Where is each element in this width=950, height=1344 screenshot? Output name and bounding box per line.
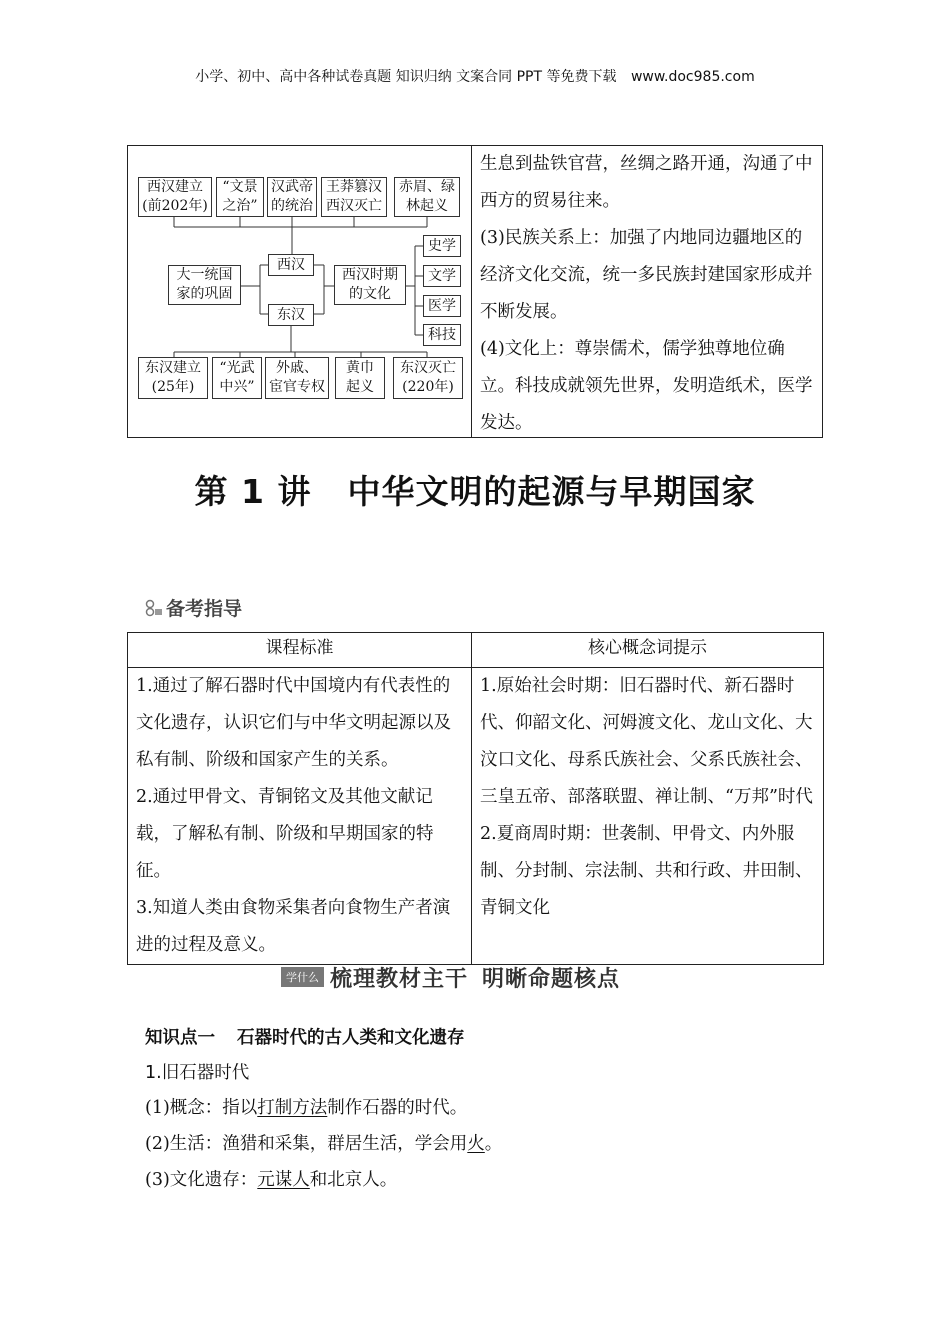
box-line: 林起义 — [406, 198, 448, 214]
col-header: 核心概念词提示 — [472, 633, 824, 668]
box-line: 西汉建立 — [147, 179, 203, 195]
underlined-term: 打制方法 — [257, 1098, 328, 1118]
curriculum-table — [127, 632, 824, 965]
text: 制作石器的时代。 — [327, 1098, 468, 1118]
box-line: 之治” — [222, 198, 258, 214]
underlined-term: 元谋人 — [257, 1170, 310, 1190]
section-banner — [281, 962, 620, 992]
text: 和北京人。 — [309, 1170, 398, 1190]
standard-item: 1.通过了解石器时代中国境内有代表性的文化遗存，认识它们与中华文明起源以及私有制、阶级和国家产生的关系。 — [136, 676, 451, 770]
page-header — [0, 66, 950, 86]
knowledge-line — [145, 1130, 502, 1155]
box-wudi — [267, 177, 317, 217]
banner-part: 梳理教材主干 — [330, 966, 469, 992]
box-guangwu — [212, 357, 262, 399]
kp-label: 知识点一 — [145, 1028, 215, 1048]
box-history — [423, 235, 461, 257]
box-line: 科技 — [428, 326, 456, 343]
paragraph: (3)民族关系上：加强了内地同边疆地区的经济文化交流，统一多民族封建国家形成并不断发展。 — [480, 228, 813, 322]
knowledge-line — [145, 1166, 397, 1191]
box-line: 医学 — [428, 297, 456, 314]
text: (2)生活：渔猎和采集，群居生活，学会用 — [145, 1134, 468, 1154]
box-line: (前202年) — [142, 198, 208, 214]
guide-label: 备考指导 — [166, 598, 243, 620]
text: 。 — [484, 1134, 503, 1154]
box-line: 王莽篡汉 — [326, 179, 382, 195]
box-line: 文学 — [428, 267, 456, 284]
box-line: “光武 — [219, 360, 255, 376]
box-line: 宦官专权 — [269, 379, 325, 395]
box-line: 家的巩固 — [176, 286, 233, 302]
box-donghan — [268, 304, 314, 326]
banner-tag: 学什么 — [281, 967, 324, 987]
title-text: 中华文明的起源与早期国家 — [347, 472, 756, 511]
concepts-cell — [472, 668, 824, 965]
box-medicine — [423, 295, 461, 317]
title-number: 第 1 讲 — [194, 472, 312, 511]
lesson-title — [0, 466, 950, 513]
box-line: 黄巾 — [346, 360, 374, 376]
paragraph: (4)文化上：尊崇儒术，儒学独尊地位确立。科技成就领先世界，发明造纸术，医学发达。 — [480, 339, 813, 433]
box-technology — [423, 324, 461, 346]
box-wenjing — [216, 177, 264, 217]
paragraph: 生息到盐铁官营，丝绸之路开通，沟通了中西方的贸易往来。 — [480, 154, 813, 211]
box-line: 东汉灭亡 — [400, 360, 456, 376]
knowledge-point-heading — [145, 1024, 465, 1049]
han-diagram — [128, 146, 471, 437]
kp-title: 石器时代的古人类和文化遗存 — [237, 1028, 465, 1048]
box-unification — [168, 265, 241, 305]
box-line: 东汉建立 — [145, 360, 201, 376]
concept-item: 1.原始社会时期：旧石器时代、新石器时代、仰韶文化、河姆渡文化、龙山文化、大汶口文化、母系氏族社会、父系氏族社会、三皇五帝、部落联盟、禅让制、“万邦”时代 — [480, 676, 813, 807]
box-line: 的统治 — [271, 198, 313, 214]
header-url[interactable]: www.doc985.com — [630, 69, 755, 85]
box-xihan — [268, 254, 314, 276]
box-line: (25年) — [151, 379, 195, 395]
box-line: 史学 — [428, 237, 456, 254]
box-line: 东汉 — [277, 306, 305, 323]
box-donghan-fall — [393, 357, 463, 399]
header-text: 小学、初中、高中各种试卷真题 知识归纳 文案合同 PPT 等免费下载 — [195, 69, 617, 85]
box-line: 西汉时期 — [342, 267, 398, 283]
knowledge-line — [145, 1094, 467, 1119]
box-line: 赤眉、绿 — [399, 179, 455, 195]
box-donghan-founding — [138, 357, 208, 399]
banner-part: 明晰命题核点 — [482, 966, 621, 992]
text: (3)文化遗存： — [145, 1170, 258, 1190]
box-wangmang — [321, 177, 387, 217]
box-literature — [423, 265, 461, 287]
box-eunuchs — [265, 357, 329, 399]
box-line: “文景 — [222, 179, 258, 195]
text: (1)概念：指以 — [145, 1098, 258, 1118]
guide-heading — [145, 594, 242, 621]
box-line: (220年) — [402, 379, 454, 395]
box-line: 西汉灭亡 — [326, 198, 382, 214]
box-line: 起义 — [346, 379, 374, 395]
box-yellow-turban — [335, 357, 385, 399]
standard-item: 2.通过甲骨文、青铜铭文及其他文献记载，了解私有制、阶级和早期国家的特征。 — [136, 787, 434, 881]
box-line: 西汉 — [277, 256, 305, 273]
top-right-text — [480, 146, 818, 442]
han-summary-table — [127, 145, 823, 438]
concept-item: 2.夏商周时期：世袭制、甲骨文、内外服制、分封制、宗法制、共和行政、井田制、青铜文化 — [480, 824, 813, 918]
box-line: 汉武帝 — [271, 179, 313, 195]
box-line: 中兴” — [219, 379, 255, 395]
subheading: 1.旧石器时代 — [145, 1063, 250, 1083]
box-line: 外戚、 — [276, 360, 318, 376]
box-chimei — [394, 177, 460, 217]
banner-text — [330, 962, 620, 993]
box-xihan-founding — [138, 177, 212, 217]
box-line: 大一统国 — [176, 267, 233, 283]
table-divider — [471, 146, 472, 437]
box-xihan-culture — [334, 265, 406, 305]
standard-item: 3.知道人类由食物采集者向食物生产者演进的过程及意义。 — [136, 898, 451, 955]
standards-cell — [128, 668, 472, 965]
guide-icon — [145, 599, 163, 617]
underlined-term: 火 — [467, 1134, 485, 1154]
box-line: 的文化 — [349, 286, 391, 302]
col-header: 课程标准 — [128, 633, 472, 668]
